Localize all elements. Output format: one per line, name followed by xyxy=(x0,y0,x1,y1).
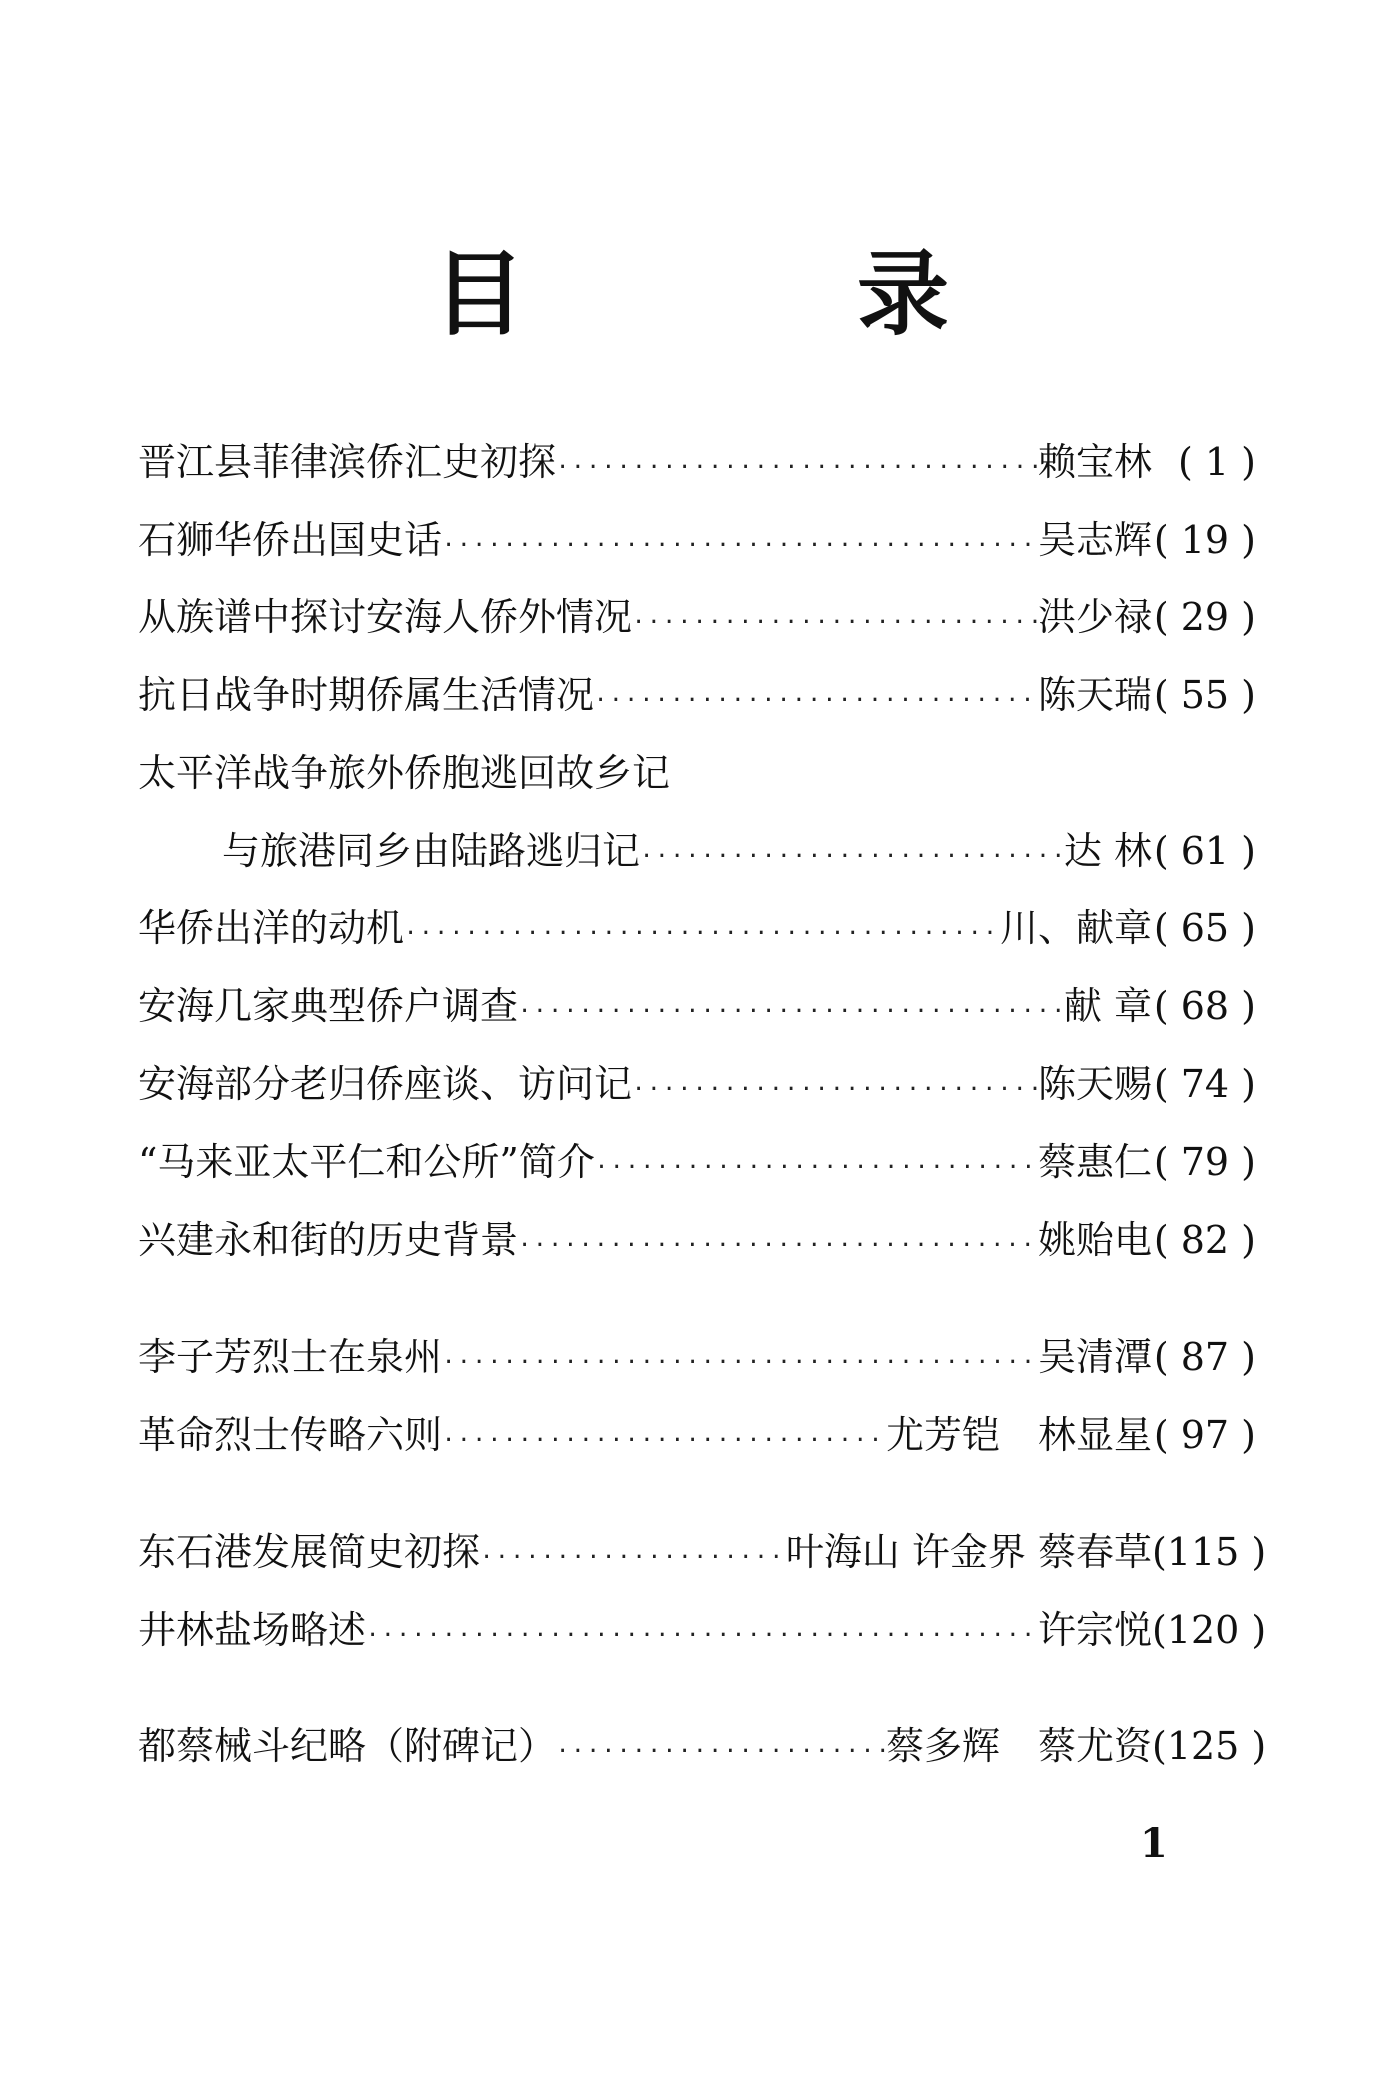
entry-author: 洪少禄 xyxy=(1037,595,1152,639)
dot-leader xyxy=(404,900,1000,956)
toc-entry-heading[interactable] xyxy=(138,745,1256,801)
toc-entry[interactable] xyxy=(138,667,1256,723)
dot-leader xyxy=(640,823,1064,879)
toc-entry[interactable] xyxy=(138,1524,1267,1580)
entry-page: ( 82 ) xyxy=(1153,1218,1256,1262)
entry-page: (115 ) xyxy=(1152,1530,1267,1574)
toc-entry[interactable] xyxy=(138,1407,1256,1463)
dot-leader xyxy=(518,1212,1038,1268)
entry-author: 蔡惠仁 xyxy=(1037,1140,1152,1184)
dot-leader xyxy=(480,1524,786,1580)
dot-leader xyxy=(595,1134,1038,1190)
toc-entry[interactable] xyxy=(138,823,1256,879)
toc-entry[interactable] xyxy=(138,1134,1256,1190)
entry-author: 赖宝林 xyxy=(1037,440,1152,484)
toc-entry[interactable] xyxy=(138,1718,1267,1774)
entry-title: 晋江县菲律滨侨汇史初探 xyxy=(138,440,557,484)
toc-entry[interactable] xyxy=(138,589,1256,645)
dot-leader xyxy=(442,1407,886,1463)
entry-title: 华侨出洋的动机 xyxy=(138,906,405,950)
entry-author: 陈天瑞 xyxy=(1037,673,1152,717)
entry-title: 都蔡械斗纪略（附碑记） xyxy=(138,1724,557,1768)
entry-title: 太平洋战争旅外侨胞逃回故乡记 xyxy=(138,751,671,795)
entry-author: 达 林 xyxy=(1063,829,1152,873)
entry-title: 井林盐场略述 xyxy=(138,1608,367,1652)
entry-page: ( 19 ) xyxy=(1153,518,1256,562)
toc-entry[interactable] xyxy=(138,1212,1256,1268)
entry-author: 吴志辉 xyxy=(1037,518,1152,562)
toc-entry[interactable] xyxy=(138,900,1256,956)
entry-page: (120 ) xyxy=(1152,1608,1267,1652)
toc-entry[interactable] xyxy=(138,1602,1267,1658)
entry-title: 从族谱中探讨安海人侨外情况 xyxy=(138,595,633,639)
toc-entry[interactable] xyxy=(138,434,1256,490)
entry-title: 东石港发展简史初探 xyxy=(138,1530,481,1574)
entry-author: 尤芳铠 林显星 xyxy=(885,1413,1152,1457)
entry-author: 川、献章 xyxy=(999,906,1152,950)
entry-title: 李子芳烈士在泉州 xyxy=(138,1335,443,1379)
entry-title: 抗日战争时期侨属生活情况 xyxy=(138,673,595,717)
entry-page: ( 87 ) xyxy=(1153,1335,1256,1379)
entry-author: 蔡多辉 蔡尤资 xyxy=(885,1724,1152,1768)
entry-page: ( 1 ) xyxy=(1178,440,1256,484)
dot-leader xyxy=(556,434,1038,490)
dot-leader xyxy=(442,1329,1038,1385)
entry-page: ( 79 ) xyxy=(1153,1140,1256,1184)
page-title: 目 录 xyxy=(432,241,1100,348)
entry-title: 兴建永和街的历史背景 xyxy=(138,1218,519,1262)
entry-title: 石狮华侨出国史话 xyxy=(138,518,443,562)
entry-page: ( 29 ) xyxy=(1153,595,1256,639)
entry-page: (125 ) xyxy=(1152,1724,1267,1768)
dot-leader xyxy=(518,978,1064,1034)
dot-leader xyxy=(594,667,1038,723)
entry-page: ( 74 ) xyxy=(1153,1062,1256,1106)
entry-page: ( 55 ) xyxy=(1153,673,1256,717)
dot-leader xyxy=(556,1718,886,1774)
entry-page: ( 97 ) xyxy=(1153,1413,1256,1457)
dot-leader xyxy=(632,1056,1038,1112)
dot-leader xyxy=(366,1602,1038,1658)
entry-author: 许宗悦 xyxy=(1037,1608,1152,1652)
entry-title: 革命烈士传略六则 xyxy=(138,1413,443,1457)
entry-author: 吴清潭 xyxy=(1037,1335,1152,1379)
dot-leader xyxy=(442,512,1038,568)
entry-page: ( 68 ) xyxy=(1153,984,1256,1028)
entry-title: 与旅港同乡由陆路逃归记 xyxy=(222,829,641,873)
toc-entry[interactable] xyxy=(138,978,1256,1034)
toc-entry[interactable] xyxy=(138,1056,1256,1112)
entry-title: “马来亚太平仁和公所”简介 xyxy=(138,1140,595,1184)
entry-author: 姚贻电 xyxy=(1037,1218,1152,1262)
entry-title: 安海几家典型侨户调查 xyxy=(138,984,519,1028)
entry-page: ( 65 ) xyxy=(1153,906,1256,950)
dot-leader xyxy=(632,589,1038,645)
entry-author: 献 章 xyxy=(1063,984,1152,1028)
toc-entry[interactable] xyxy=(138,512,1256,568)
page-number: 1 xyxy=(1140,1820,1168,1867)
entry-page: ( 61 ) xyxy=(1153,829,1256,873)
entry-title: 安海部分老归侨座谈、访问记 xyxy=(138,1062,633,1106)
toc-entry[interactable] xyxy=(138,1329,1256,1385)
entry-author: 叶海山 许金界 蔡春草 xyxy=(785,1530,1152,1574)
entry-author: 陈天赐 xyxy=(1037,1062,1152,1106)
